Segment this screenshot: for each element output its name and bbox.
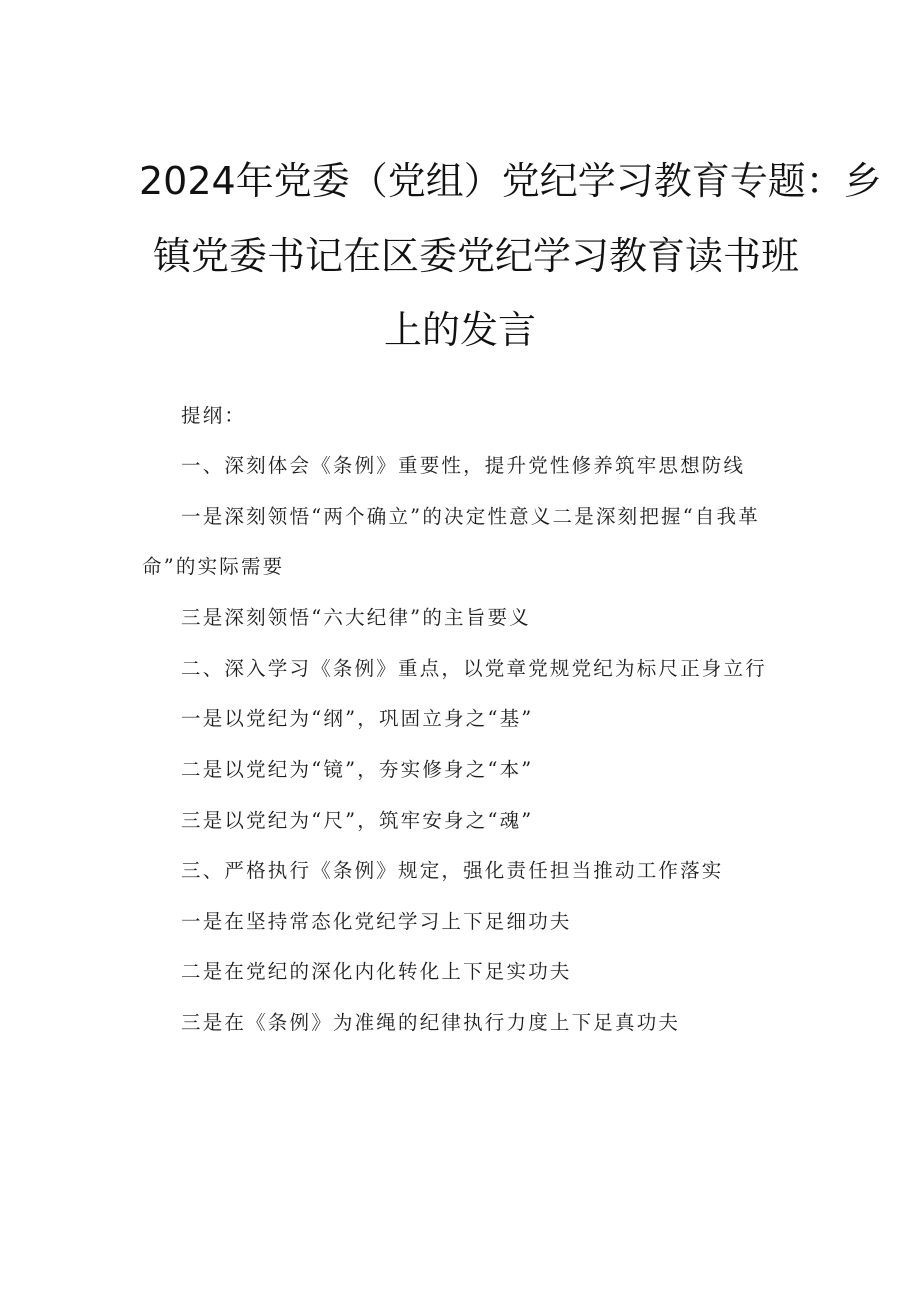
section-heading-3: 三、严格执行《条例》规定，强化责任担当推动工作落实 bbox=[181, 859, 724, 882]
title-line-1: 2024年党委（党组）党纪学习教育专题：乡 bbox=[139, 159, 882, 203]
title-line-3: 上的发言 bbox=[383, 308, 536, 352]
outline-item: 三是以党纪为“尺”，筑牢安身之“魂” bbox=[181, 809, 534, 832]
outline-item: 二是以党纪为“镜”，夯实修身之“本” bbox=[181, 758, 534, 781]
outline-item: 二是在党纪的深化内化转化上下足实功夫 bbox=[181, 960, 572, 983]
title-line-2: 镇党委书记在区委党纪学习教育读书班 bbox=[153, 234, 800, 278]
outline-item: 一是在坚持常态化党纪学习上下足细功夫 bbox=[181, 910, 572, 933]
outline-label: 提纲： bbox=[181, 404, 247, 427]
section-heading-2: 二、深入学习《条例》重点，以党章党规党纪为标尺正身立行 bbox=[181, 657, 767, 680]
outline-item-continuation: 命”的实际需要 bbox=[142, 555, 285, 578]
outline-item: 三是深刻领悟“六大纪律”的主旨要义 bbox=[181, 606, 531, 629]
outline-item: 三是在《条例》为准绳的纪律执行力度上下足真功夫 bbox=[181, 1011, 681, 1034]
section-heading-1: 一、深刻体会《条例》重要性，提升党性修养筑牢思想防线 bbox=[181, 454, 746, 477]
outline-item: 一是深刻领悟“两个确立”的决定性意义二是深刻把握“自我革 bbox=[181, 505, 761, 528]
outline-item: 一是以党纪为“纲”，巩固立身之“基” bbox=[181, 707, 534, 730]
